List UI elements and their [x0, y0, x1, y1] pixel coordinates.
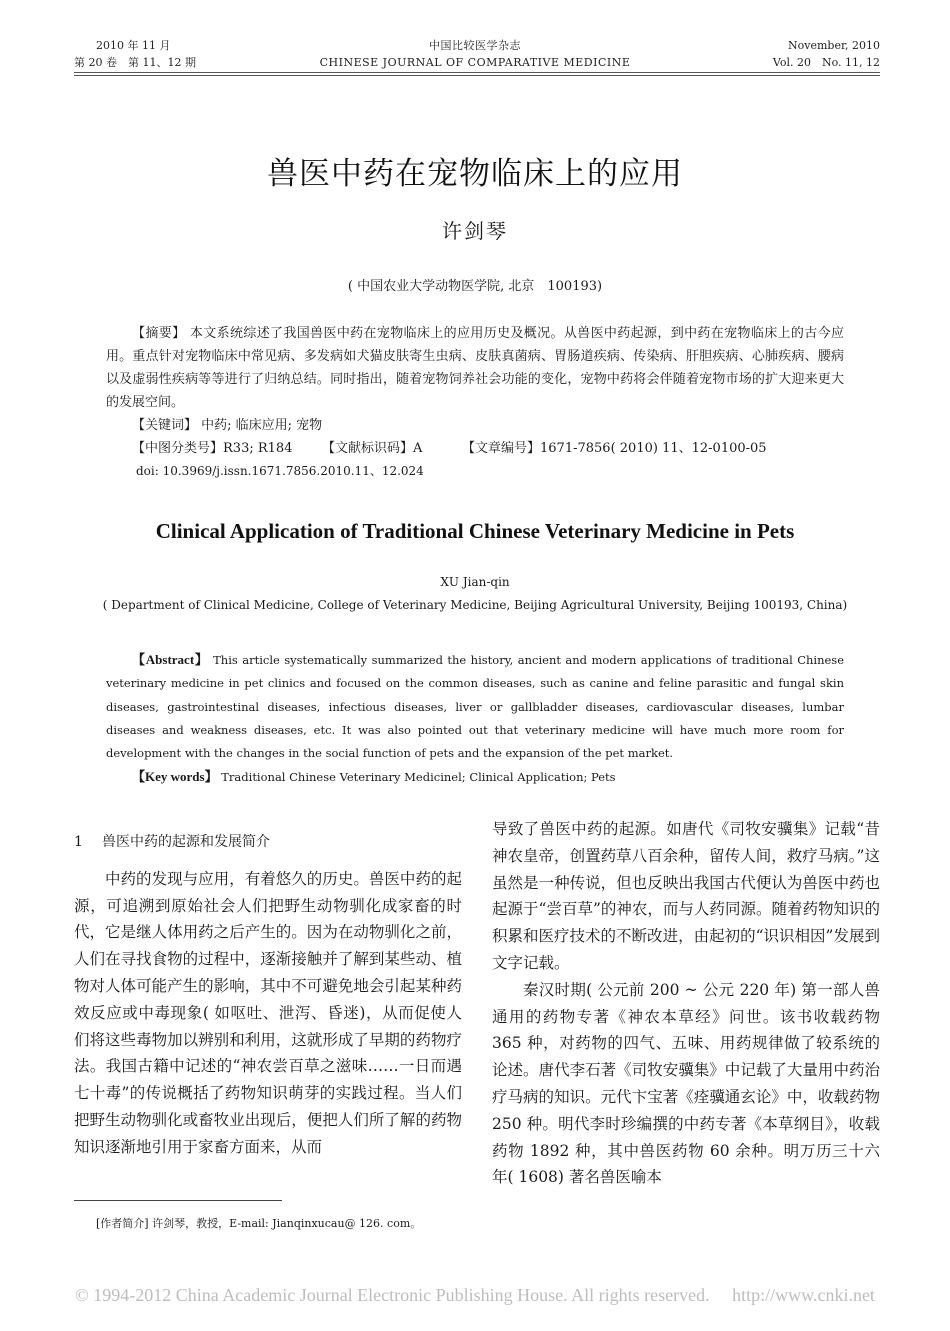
header-date: 2010 年 11 月 [96, 39, 171, 52]
abstract-en [106, 648, 844, 790]
paper-title-en: Clinical Application of Traditional Chinese Veterinary Medicine in Pets [155, 519, 795, 543]
section-title: 兽医中药的起源和发展简介 [102, 834, 270, 850]
author-affiliation: ( 中国农业大学动物医学院, 北京 100193) [347, 279, 603, 294]
section-heading [74, 829, 462, 856]
header-volume: 第 20 卷 第 11、12 期 [74, 56, 196, 69]
paper-author: 许剑琴 [442, 219, 508, 243]
abstract-cn-paragraph [106, 322, 844, 414]
abstract-en-label: 【Abstract】 [132, 652, 209, 667]
copyright-watermark: © 1994-2012 China Academic Journal Electronic Publishing House. All rights reserved. http://www.cnki.net [75, 1285, 875, 1305]
clc-label: 【中图分类号】 [132, 441, 224, 456]
classification-row [106, 437, 844, 460]
clc-value: R33; R184 [223, 441, 293, 456]
body-paragraph: 导致了兽医中药的起源。如唐代《司牧安骥集》记载“昔神农皇帝，创置药草八百余种，留传人间，救疗马病。”这虽然是一种传说，但也反映出我国古代便认为兽医中药也起源于“尝百草”的神农，而与人药同源。随着药物知识的积累和医疗技术的不断改进，由起初的“识识相因”发展到文字记载。 [492, 820, 880, 972]
abstract-en-text: This article systematically summarized the history, ancient and modern applications of traditional Chinese veterinary medicine in pet clinics and focused on the common diseases, such as canine and feline parasitic and fungal skin diseases, gastrointestinal diseases, infectious diseases, liver or gallbladder diseases, cardiovascular diseases, lumbar diseases and weakness diseases, etc. It was also pointed out that veterinary medicine will have much more room for development with the changes in the social function of pets and the expansion of the pet market. [106, 653, 844, 761]
body-paragraph: 中药的发现与应用，有着悠久的历史。兽医中药的起源，可追溯到原始社会人们把野生动物驯化成家畜的时代，它是继人体用药之后产生的。因为在动物驯化之前，人们在寻找食物的过程中，逐渐接触并了解到某些动、植物对人体可能产生的影响，其中不可避免地会引起某种药效反应或中毒现象( 如呕吐、泄泻、昏迷)，从而促使人们将这些毒物加以辨别和利用，这就形成了早期的药物疗法。我国古籍中记述的“神农尝百草之滋味……一日而遇七十毒”的传说概括了药物知识萌芽的实践过程。当人们把野生动物驯化或畜牧业出现后，便把人们所了解的药物知识逐渐地引用于家畜方面来，从而 [74, 869, 462, 1156]
section-number: 1 [74, 834, 83, 850]
body-column-left [74, 829, 462, 1161]
running-header-right [700, 37, 880, 71]
header-rule-top [74, 72, 880, 73]
article-label: 【文章编号】 [462, 441, 541, 456]
paper-title: 兽医中药在宠物临床上的应用 [267, 156, 683, 192]
doc-code [322, 437, 462, 460]
running-header-left [74, 37, 274, 71]
keywords-en [106, 765, 844, 789]
doc-label: 【文献标识码】 [322, 441, 414, 456]
journal-name-cn: 中国比较医学杂志 [429, 39, 521, 52]
clc-code [132, 437, 322, 460]
header-date-en: November, 2010 [788, 39, 880, 52]
header-rule-bottom [74, 75, 880, 76]
abstract-cn-text: 本文系统综述了我国兽医中药在宠物临床上的应用历史及概况。从兽医中药起源，到中药在宠物临床上的古今应用。重点针对宠物临床中常见病、多发病如犬猫皮肤寄生虫病、皮肤真菌病、胃肠道疾病、传染病、肝胆疾病、心肺疾病、腰病以及虚弱性疾病等等进行了归纳总结。同时指出，随着宠物饲养社会功能的变化，宠物中药将会伴随着宠物市场的扩大迎来更大的发展空间。 [106, 326, 844, 410]
author-footnote: [作者简介] 许剑琴，教授，E-mail: Jianqinxucau@ 126. com。 [96, 1217, 422, 1230]
journal-name-en: CHINESE JOURNAL OF COMPARATIVE MEDICINE [319, 56, 631, 69]
author-affiliation-en: ( Department of Clinical Medicine, College of Veterinary Medicine, Beijing Agricultural University, Beijing 100193, China) [102, 598, 848, 612]
body-column-right [492, 816, 880, 1191]
keywords-en-label: 【Key words】 [132, 769, 218, 785]
abstract-cn-label: 【摘要】 [132, 326, 186, 341]
article-code [462, 437, 767, 460]
abstract-cn [106, 322, 844, 483]
running-header-center [300, 37, 650, 71]
doi: doi: 10.3969/j.issn.1671.7856.2010.11、12.024 [136, 464, 424, 478]
keywords-cn-text: 中药; 临床应用; 宠物 [201, 418, 323, 433]
keywords-cn-label: 【关键词】 [132, 418, 198, 433]
body-paragraph: 秦汉时期( 公元前 200 ~ 公元 220 年) 第一部人兽通用的药物专著《神农本草经》问世。该书收载药物 365 种，对药物的四气、五味、用药规律做了较系统的论述。唐代李石著《司牧安骥集》中记载了大量用中药治疗马病的知识。元代卞宝著《痊骥通玄论》中，收载药物 250 种。明代李时珍编撰的中药专著《本草纲目》，收载药物 1892 种，其中兽医药物 60 余种。明万历三十六年( 1608) 著名兽医喻本 [492, 980, 880, 1187]
article-value: 1671-7856( 2010) 11、12-0100-05 [540, 441, 767, 456]
paper-author-en: XU Jian-qin [440, 575, 510, 589]
doc-value: A [413, 441, 423, 456]
keywords-en-text: Traditional Chinese Veterinary Medicinel; Clinical Application; Pets [221, 770, 616, 785]
footnote-rule [74, 1200, 282, 1201]
abstract-en-paragraph [106, 648, 844, 765]
keywords-cn [106, 414, 844, 437]
header-volume-en: Vol. 20 No. 11, 12 [772, 56, 880, 69]
